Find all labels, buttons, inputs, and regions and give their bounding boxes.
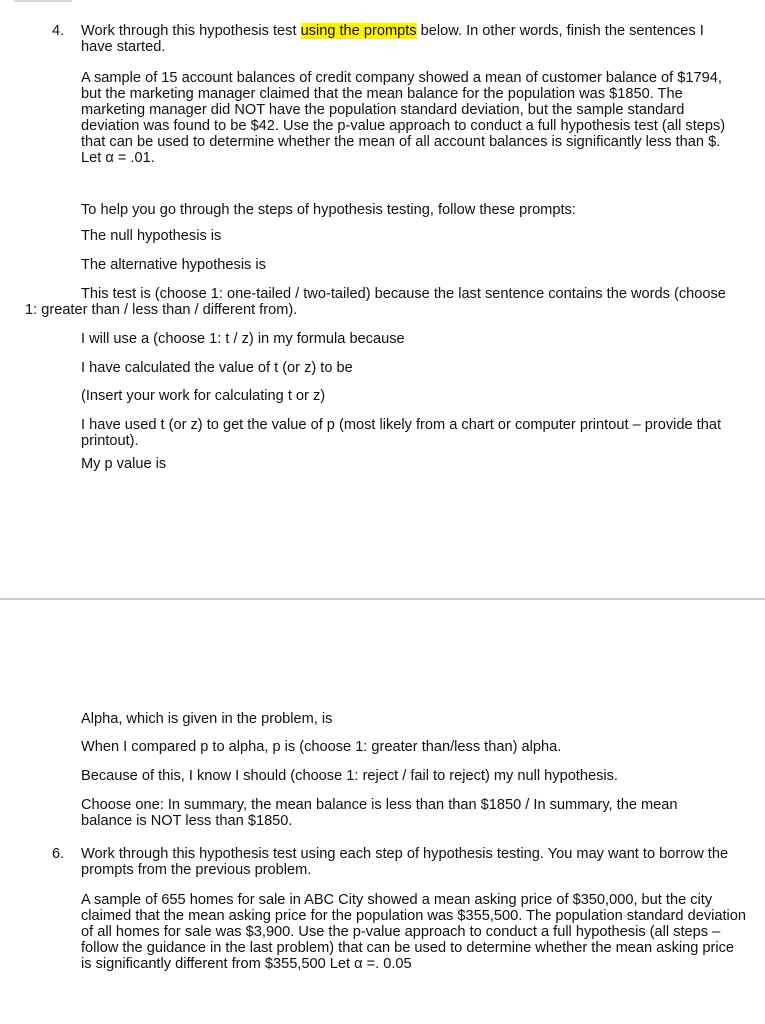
question-6-intro: Work through this hypothesis test using each step of hypothesis testing. You may want to borrow the prompts from the previous problem. <box>81 846 729 878</box>
q4-intro-text-2: below. In other words, finish the sentences I have started. <box>81 23 704 55</box>
question-4-problem: A sample of 15 account balances of credit company showed a mean of customer balance of $1794, but the marketing manager claimed that the mean balance for the population was $1850. The marketing manager did NOT have the population standard deviation, but the sample standard deviation was found to be $42. Use the p-value approach to conduct a full hypothesis test (all steps) that can be used to determine whether the mean of all account balances is significantly less than $. Let α = .01. <box>81 70 726 166</box>
prompt-alpha: Alpha, which is given in the problem, is <box>81 711 333 727</box>
prompt-insert-work: (Insert your work for calculating t or z) <box>81 388 326 404</box>
prompt-p-value-source: I have used t (or z) to get the value of p (most likely from a chart or computer printout – provide that printout). <box>81 417 721 449</box>
prompt-p-value: My p value is <box>81 456 167 472</box>
question-6-number: 6. <box>52 846 65 862</box>
question-4-number: 4. <box>52 23 65 39</box>
prompts-intro: To help you go through the steps of hypothesis testing, follow these prompts: <box>81 202 576 218</box>
prompt-alternative-hypothesis: The alternative hypothesis is <box>81 257 266 273</box>
question-4-intro <box>81 23 731 55</box>
prompt-calculated-value: I have calculated the value of t (or z) to be <box>81 360 353 376</box>
prompt-summary: Choose one: In summary, the mean balance is less than than $1850 / In summary, the mean balance is NOT less than $1850. <box>81 797 678 829</box>
prompt-decision: Because of this, I know I should (choose 1: reject / fail to reject) my null hypothesis. <box>81 768 618 784</box>
highlighted-phrase: using the prompts <box>300 23 417 39</box>
previous-page-edge <box>14 0 72 2</box>
prompt-null-hypothesis: The null hypothesis is <box>81 228 222 244</box>
q4-intro-text-1: Work through this hypothesis test <box>81 23 301 39</box>
prompt-compare: When I compared p to alpha, p is (choose 1: greater than/less than) alpha. <box>81 739 562 755</box>
question-6-problem: A sample of 655 homes for sale in ABC City showed a mean asking price of $350,000, but the city claimed that the mean asking price for the population was $355,500. The population standard deviation of all homes for sale was $3,900. Use the p-value approach to conduct a full hypothesis (all steps – follow the guidance in the last problem) that can be used to determine whether the mean asking price is significantly different from $355,500 Let α =. 0.05 <box>81 892 746 972</box>
prompt-formula-choice: I will use a (choose 1: t / z) in my formula because <box>81 331 405 347</box>
prompt-test-type: This test is (choose 1: one-tailed / two-tailed) because the last sentence contains the words (choose 1: greater than / less than / different from). <box>25 286 726 318</box>
page-break-divider <box>0 598 765 600</box>
